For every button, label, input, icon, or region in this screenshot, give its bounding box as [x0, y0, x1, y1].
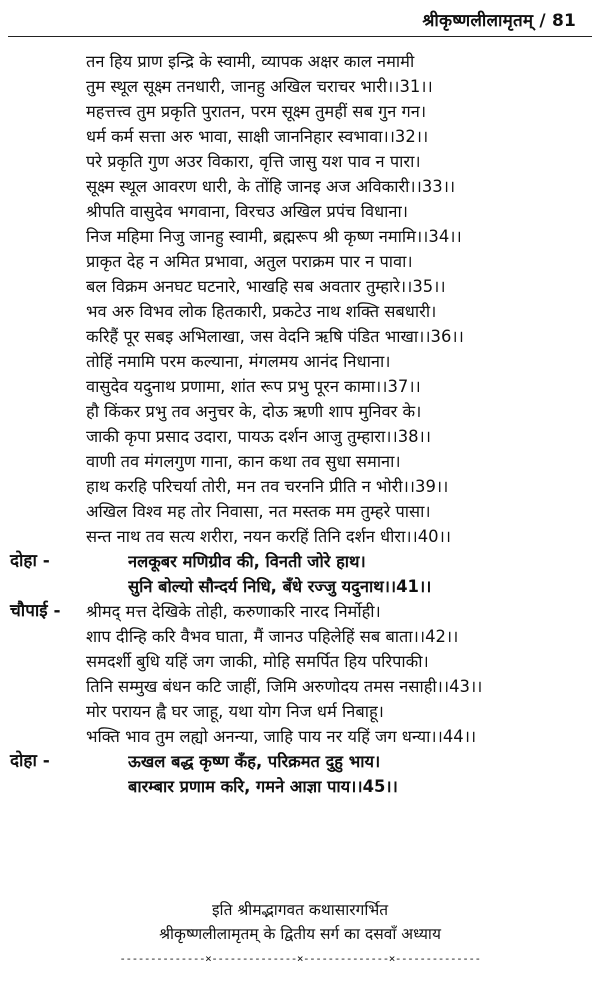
doha-line: नलकूबर मणिग्रीव की, विनती जोरे हाथ।: [128, 552, 366, 571]
title-separator: /: [539, 11, 546, 31]
verse-line: सन्त नाथ तव सत्य शरीरा, नयन करहिं तिनि दर्शन धीरा।।40।।: [86, 527, 452, 546]
verse-line: जाकी कृपा प्रसाद उदारा, पायऊ दर्शन आजु तुम्हारा।।38।।: [86, 427, 431, 446]
chaupai-label: चौपाई -: [10, 601, 61, 621]
chapter-colophon-line-2: श्रीकृष्णलीलामृतम् के द्वितीय सर्ग का दसवाँ अध्याय: [159, 925, 441, 943]
verse-line: करिहैं पूर सबइ अभिलाखा, जस वेदनि ऋषि पंडित भाखा।।36।।: [86, 327, 464, 346]
verse-line: श्रीपति वासुदेव भगवाना, विरचउ अखिल प्रपंच विधाना।: [86, 202, 408, 221]
verse-line: महत्तत्त्व तुम प्रकृति पुरातन, परम सूक्ष्म तुमहीं सब गुन गन।: [86, 102, 427, 121]
doha-label: दोहा -: [10, 751, 50, 771]
verse-line: तन हिय प्राण इन्द्रि के स्वामी, व्यापक अक्षर काल नमामी: [86, 52, 415, 71]
chaupai-line: समदर्शी बुधि यहिं जग जाकी, मोहि समर्पित हिय परिपाकी।: [86, 652, 429, 671]
chapter-colophon-line-1: इति श्रीमद्भागवत कथासारगर्भित: [211, 901, 389, 919]
verse-line: तुम स्थूल सूक्ष्म तनधारी, जानहु अखिल चराचर भारी।।31।।: [86, 77, 433, 96]
chaupai-line: श्रीमद् मत्त देखिके तोही, करुणाकरि नारद निर्मोही।: [86, 602, 381, 621]
verse-line: बल विक्रम अनघट घटनारे, भाखहि सब अवतार तुम्हारे।।35।।: [86, 277, 446, 296]
verse-line: भव अरु विभव लोक हितकारी, प्रकटेउ नाथ शक्ति सबधारी।: [86, 302, 437, 321]
section-divider: --------------×--------------×--------------×--------------: [119, 952, 481, 965]
chaupai-line: मोर परायन ह्वै घर जाहू, यथा योग निज धर्म निबाहू।: [86, 702, 384, 721]
verse-line: धर्म कर्म सत्ता अरु भावा, साक्षी जाननिहार स्वभावा।।32।।: [86, 127, 429, 146]
verse-line: तोहिं नमामि परम कल्याना, मंगलमय आनंद निधाना।: [86, 352, 391, 371]
chaupai-line: भक्ति भाव तुम लह्यो अनन्या, जाहि पाय नर यहिं जग धन्या।।44।।: [86, 727, 477, 746]
chaupai-line: शाप दीन्हि करि वैभव घाता, मैं जानउ पहिलेहिं सब बाता।।42।।: [86, 627, 459, 646]
doha-line: बारम्बार प्रणाम करि, गमने आज्ञा पाय।।45।।: [128, 777, 398, 796]
verse-line: हाथ करहि परिचर्या तोरी, मन तव चरननि प्रीति न भोरी।।39।।: [86, 477, 449, 496]
book-title: श्रीकृष्णलीलामृतम्: [422, 11, 534, 31]
verse-line: सूक्ष्म स्थूल आवरण धारी, के तोंहि जानइ अज अविकारी।।33।।: [86, 177, 456, 196]
verse-line: वासुदेव यदुनाथ प्रणामा, शांत रूप प्रभु पूरन कामा।।37।।: [86, 377, 421, 396]
page-number: 81: [551, 11, 576, 31]
verse-line: प्राकृत देह न अमित प्रभावा, अतुल पराक्रम पार न पावा।: [86, 252, 413, 271]
chaupai-line: तिनि सम्मुख बंधन कटि जाहीं, जिमि अरुणोदय तमस नसाही।।43।।: [86, 677, 483, 696]
doha-line: सुनि बोल्यो सौन्दर्य निधि, बँधे रज्जु यदुनाथ।।41।।: [128, 577, 432, 596]
verse-line: परे प्रकृति गुण अउर विकारा, वृत्ति जासु यश पाव न पारा।: [86, 152, 421, 171]
header-rule: [8, 36, 592, 37]
page-header: [422, 8, 576, 31]
verse-line: वाणी तव मंगलगुण गाना, कान कथा तव सुधा समाना।: [86, 452, 401, 471]
verse-line: अखिल विश्व मह तोर निवासा, नत मस्तक मम तुम्हरे पासा।: [86, 502, 431, 521]
doha-line: ऊखल बद्ध कृष्ण कँह, परिक्रमत दुहु भाय।: [128, 752, 381, 771]
doha-label: दोहा -: [10, 551, 50, 571]
verse-line: निज महिमा निजु जानहु स्वामी, ब्रह्मरूप श्री कृष्ण नमामि।।34।।: [86, 227, 462, 246]
verse-line: हौ किंकर प्रभु तव अनुचर के, दोऊ ऋणी शाप मुनिवर के।: [86, 402, 422, 421]
